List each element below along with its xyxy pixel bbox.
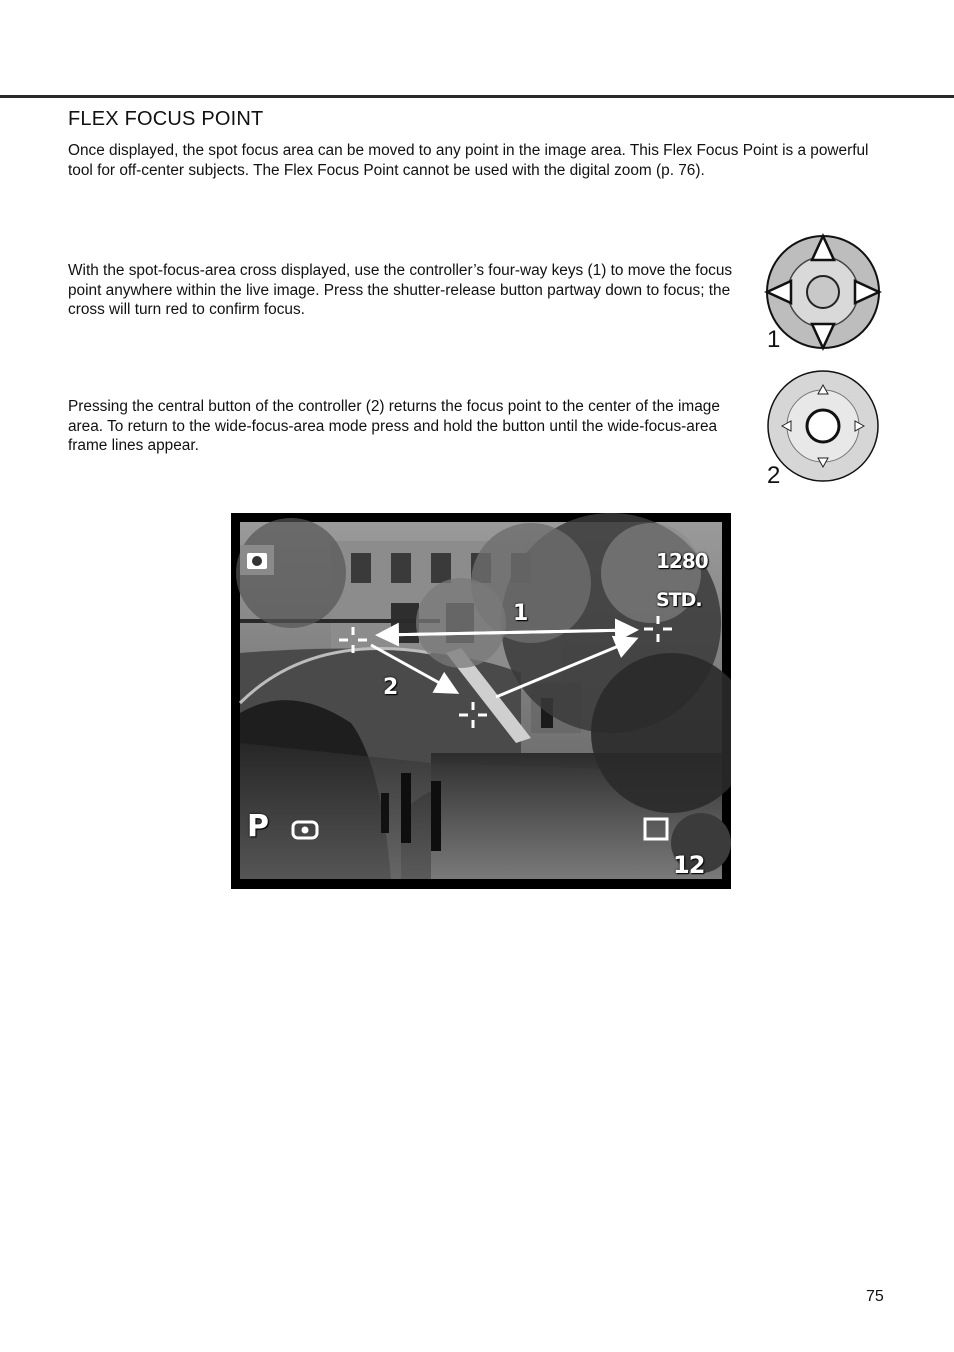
arrow-label-1: 1	[513, 601, 529, 626]
step-2-text: Pressing the central button of the controller (2) returns the focus point to the center of the image area. To return to the wide-focus-area mode press and hold the button until the wide-focus-area frame lines appear.	[68, 398, 720, 454]
controller-label-2: 2	[767, 462, 781, 489]
image-size-indicator: 1280	[656, 549, 708, 573]
controller-label-1: 1	[767, 326, 781, 353]
intro-paragraph: Once displayed, the spot focus area can be moved to any point in the image area. This Flex Focus Point is a powerful tool for off-center subjects. The Flex Focus Point cannot be used with the digital zoom (p. 76).	[68, 142, 869, 179]
page-number: 75	[866, 1288, 884, 1305]
step-1-text: With the spot-focus-area cross displayed, use the controller’s four-way keys (1) to move the focus point anywhere within the live image. Press the shutter-release button partway down to focus; the cross will turn red to confirm focus.	[68, 262, 733, 318]
top-rule	[0, 95, 954, 98]
section-title: FLEX FOCUS POINT	[68, 108, 264, 130]
frame-counter: 12	[673, 851, 705, 879]
controller-center-button-icon	[762, 366, 888, 490]
lcd-monitor-image	[231, 513, 731, 889]
image-quality-indicator: STD.	[656, 589, 702, 611]
controller-four-way-keys-icon	[762, 232, 888, 356]
arrow-label-2: 2	[383, 675, 399, 700]
exposure-mode-indicator: P	[247, 809, 269, 844]
